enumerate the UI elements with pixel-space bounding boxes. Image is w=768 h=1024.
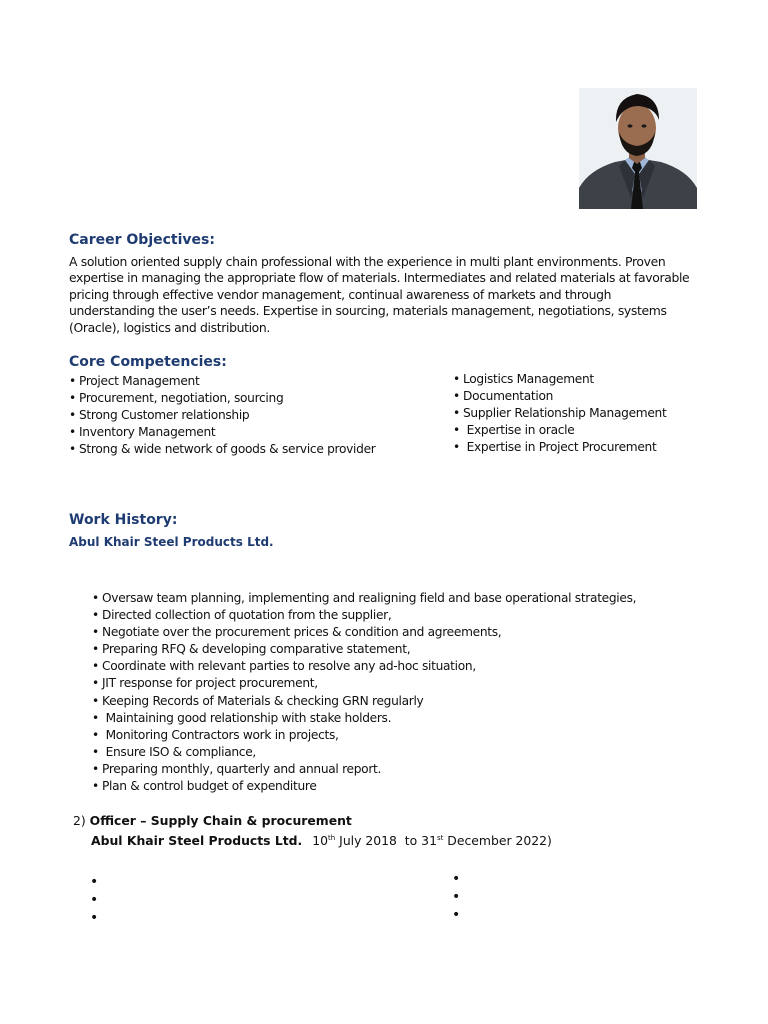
profile-photo bbox=[579, 88, 697, 209]
list-item: • JIT response for project procurement, bbox=[92, 676, 318, 691]
empty-bullet: • bbox=[90, 874, 99, 890]
list-item: • Documentation bbox=[453, 389, 554, 404]
list-item: • Keeping Records of Materials & checking GRN regularly bbox=[92, 693, 424, 708]
role2-number: 2) bbox=[73, 813, 86, 828]
duties-list bbox=[92, 590, 636, 795]
empty-bullet: • bbox=[90, 910, 99, 926]
list-item: • Ensure ISO & compliance, bbox=[92, 744, 256, 759]
empty-bullet: • bbox=[452, 907, 461, 923]
list-item: • Inventory Management bbox=[69, 425, 216, 440]
role2-date-start-sup: th bbox=[328, 834, 336, 842]
role2-date-end-sup: st bbox=[436, 834, 444, 842]
competencies-right-list bbox=[453, 371, 666, 456]
list-item: • Procurement, negotiation, sourcing bbox=[69, 391, 284, 406]
career-objectives-heading: Career Objectives: bbox=[69, 232, 215, 248]
list-item: • Negotiate over the procurement prices & condition and agreements, bbox=[92, 625, 502, 640]
list-item: • Monitoring Contractors work in projects, bbox=[92, 727, 339, 742]
list-item: • Logistics Management bbox=[453, 372, 594, 386]
core-competencies-heading: Core Competencies: bbox=[69, 354, 227, 370]
list-item: • Expertise in Project Procurement bbox=[453, 440, 657, 455]
list-item: • Maintaining good relationship with stake holders. bbox=[92, 710, 392, 725]
role2-company-line bbox=[91, 833, 552, 848]
role2-title: Officer – Supply Chain & procurement bbox=[89, 813, 352, 828]
list-item: • Project Management bbox=[69, 374, 200, 388]
empty-bullet: • bbox=[452, 889, 461, 905]
role2-date-end: December 2022) bbox=[443, 833, 552, 848]
list-item: • Preparing RFQ & developing comparative statement, bbox=[92, 642, 411, 657]
list-item: • Directed collection of quotation from the supplier, bbox=[92, 608, 392, 623]
company-name: Abul Khair Steel Products Ltd. bbox=[69, 535, 274, 549]
competencies-left-list bbox=[69, 373, 375, 458]
list-item: • Plan & control budget of expenditure bbox=[92, 779, 317, 794]
role2-date-middle: July 2018 to 31 bbox=[335, 833, 437, 848]
role2-title-line bbox=[73, 813, 352, 828]
list-item: • Strong & wide network of goods & service provider bbox=[69, 442, 376, 457]
list-item: • Oversaw team planning, implementing and realigning field and base operational strategies, bbox=[92, 591, 637, 605]
role2-company: Abul Khair Steel Products Ltd. bbox=[91, 833, 303, 848]
list-item: • Coordinate with relevant parties to resolve any ad-hoc situation, bbox=[92, 659, 476, 674]
list-item: • Supplier Relationship Management bbox=[453, 406, 667, 421]
portrait-image bbox=[579, 88, 697, 209]
list-item: • Strong Customer relationship bbox=[69, 408, 250, 423]
empty-bullet: • bbox=[452, 871, 461, 887]
empty-bullet: • bbox=[90, 892, 99, 908]
career-objectives-text: A solution oriented supply chain professional with the experience in multi plant environments. Proven expertise in managing the appropriate flow of materials. Intermediates and related materials at favorable pricing through effective vendor management, continual awareness of markets and through understanding the user’s needs. Expertise in sourcing, materials management, negotiations, systems (Oracle), logistics and distribution. bbox=[69, 254, 690, 335]
work-history-heading: Work History: bbox=[69, 512, 178, 528]
list-item: • Expertise in oracle bbox=[453, 423, 575, 438]
role2-date-start-day: 10 bbox=[312, 833, 329, 848]
list-item: • Preparing monthly, quarterly and annual report. bbox=[92, 761, 382, 776]
